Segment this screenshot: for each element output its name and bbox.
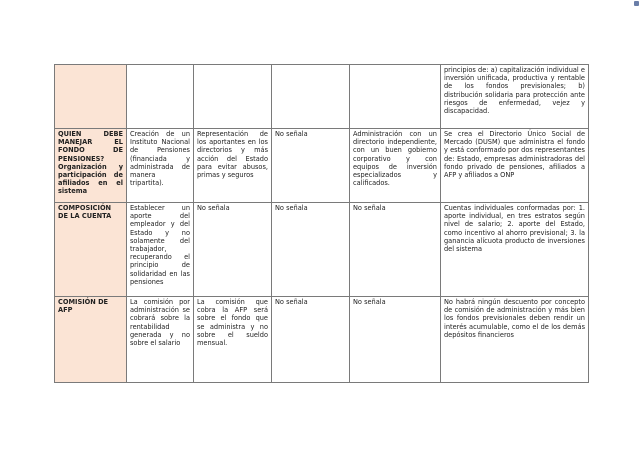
comparison-table [54,64,589,383]
table-cell: No señala [350,203,441,297]
table-row [55,297,589,383]
table-cell: principios de: a) capitalización individual e inversión unificada, productiva y rentable de los fondos previsionales; b) distribución solidaria para protección ante riesgos de enfermedad, vejez y discapacidad. [441,65,589,129]
table-cell: Creación de un Instituto Nacional de Pensiones (financiada y administrada de manera tripartita). [127,129,194,203]
table-cell: Cuentas individuales conformadas por: 1. aporte individual, en tres estratos según nivel de salario; 2. aporte del Estado, como incentivo al ahorro previsional; 3. la ganancia alícuota producto de inversiones del sistema [441,203,589,297]
table-cell: No señala [272,203,350,297]
table-cell [194,65,272,129]
table-cell: Representación de los aportantes en los directorios y más acción del Estado para evitar abusos, primas y seguros [194,129,272,203]
table-cell [350,65,441,129]
table-row [55,129,589,203]
table-cell: Establecer un aporte del empleador y del Estado y no solamente del trabajador, recuperando el principio de solidaridad en las pensiones [127,203,194,297]
table-cell: La comisión por administración se cobrará sobre la rentabilidad generada y no sobre el salario [127,297,194,383]
table-cell: La comisión que cobra la AFP será sobre el fondo que se administra y no sobre el sueldo mensual. [194,297,272,383]
table-cell: Administración con un directorio independiente, con un buen gobierno corporativo y con equipos de inversión especializados y calificados. [350,129,441,203]
table-cell: No habrá ningún descuento por concepto de comisión de administración y más bien los fondos previsionales deben rendir un interés acumulable, como el de los demás depósitos financieros [441,297,589,383]
row-header: QUIEN DEBE MANEJAR EL FONDO DE PENSIONES? Organización y participación de afiliados en el sistema [55,129,127,203]
table-row [55,203,589,297]
table-cell: No señala [272,297,350,383]
table-row [55,65,589,129]
table-cell: No señala [194,203,272,297]
table-cell: No señala [350,297,441,383]
table-cell: Se crea el Directorio Único Social de Mercado (DUSM) que administra el fondo y está conformado por dos representantes de: Estado, empresas administradoras del fondo privado de pensiones, afiliados a AFP y afiliados a ONP [441,129,589,203]
document-icon [634,1,639,6]
table-cell [272,65,350,129]
row-header: COMISIÓN DE AFP [55,297,127,383]
table-cell: No señala [272,129,350,203]
row-header: COMPOSICIÓN DE LA CUENTA [55,203,127,297]
row-header [55,65,127,129]
table-cell [127,65,194,129]
